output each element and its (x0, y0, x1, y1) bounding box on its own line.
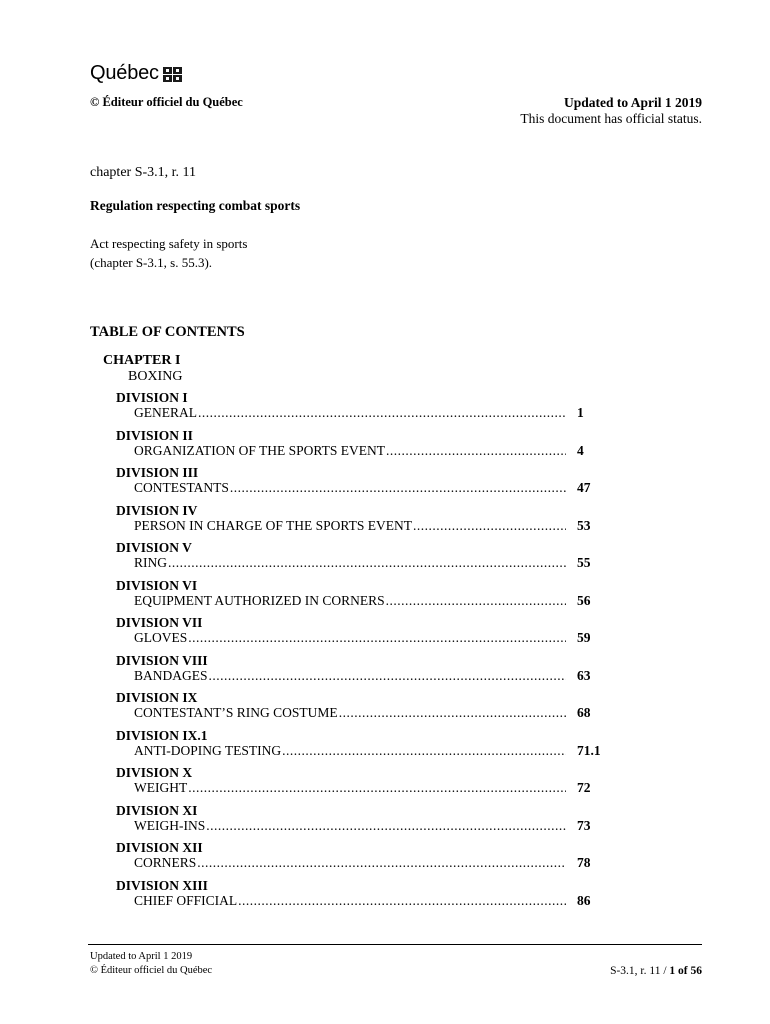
dot-leader (339, 705, 566, 721)
division-title: WEIGHT (134, 780, 188, 795)
toc-entry[interactable] (0, 763, 770, 801)
fleurdelise-flag-icon (163, 67, 182, 82)
chapter-reference: chapter S-3.1, r. 11 (90, 165, 197, 180)
division-label: DIVISION V (116, 540, 192, 555)
division-page-number: 63 (577, 667, 591, 683)
division-title: EQUIPMENT AUTHORIZED IN CORNERS (134, 592, 385, 608)
updated-date: Updated to April 1 2019 (563, 95, 702, 110)
division-label: DIVISION II (116, 427, 193, 443)
division-label: DIVISION I (116, 390, 188, 405)
division-label: DIVISION VII (116, 615, 203, 630)
toc-entry[interactable] (0, 463, 770, 501)
division-label: DIVISION IX (116, 690, 198, 705)
footer-publisher: © Éditeur officiel du Québec (90, 965, 213, 976)
division-label: DIVISION III (116, 465, 199, 480)
dot-leader (230, 480, 566, 496)
toc-entry[interactable] (0, 576, 770, 614)
division-label: DIVISION XIII (116, 877, 208, 893)
toc-entry[interactable] (0, 838, 770, 876)
division-row (134, 743, 566, 759)
division-row (134, 555, 566, 571)
division-label: DIVISION XII (116, 840, 203, 855)
division-label: DIVISION X (116, 765, 193, 780)
dot-leader (198, 405, 566, 421)
enabling-act-citation: (chapter S-3.1, s. 55.3). (90, 255, 213, 270)
division-title: CORNERS (134, 855, 197, 870)
footer-updated: Updated to April 1 2019 (90, 951, 193, 962)
chapter-name: BOXING (128, 369, 183, 384)
chapter-label: CHAPTER I (103, 353, 181, 368)
toc-entry[interactable] (0, 651, 770, 689)
division-label: DIVISION XI (116, 802, 198, 818)
division-title: BANDAGES (134, 667, 208, 683)
division-page-number: 47 (577, 480, 591, 495)
footer-page-reference (610, 965, 702, 977)
toc-entry[interactable] (0, 426, 770, 464)
regulation-title: Regulation respecting combat sports (90, 198, 301, 213)
toc-heading: TABLE OF CONTENTS (90, 324, 245, 340)
toc-entry[interactable] (0, 538, 770, 576)
division-row (134, 518, 566, 534)
division-title: GLOVES (134, 630, 188, 645)
division-title: ANTI-DOPING TESTING (134, 742, 282, 758)
division-label: DIVISION VI (116, 577, 198, 593)
toc-entry[interactable] (0, 613, 770, 651)
division-title: RING (134, 555, 167, 570)
dot-leader (209, 668, 566, 684)
division-page-number: 73 (577, 817, 591, 833)
division-row (134, 893, 566, 909)
division-row (134, 855, 566, 871)
division-row (134, 668, 566, 684)
division-title: GENERAL (134, 405, 197, 420)
division-label: DIVISION IV (116, 502, 198, 518)
division-page-number: 72 (577, 780, 591, 795)
enabling-act: Act respecting safety in sports (90, 236, 248, 251)
division-title: ORGANIZATION OF THE SPORTS EVENT (134, 442, 385, 458)
division-page-number: 1 (577, 405, 584, 420)
division-row (134, 818, 566, 834)
division-row (134, 630, 566, 646)
dot-leader (413, 518, 566, 534)
toc-entry[interactable] (0, 801, 770, 839)
division-title: CONTESTANTS (134, 480, 229, 495)
dot-leader (238, 893, 566, 909)
toc-entry[interactable] (0, 388, 770, 426)
division-row (134, 780, 566, 796)
division-title: CONTESTANT’S RING COSTUME (134, 705, 338, 720)
logo-wordmark: Québec (90, 62, 159, 84)
dot-leader (188, 780, 566, 796)
dot-leader (282, 743, 566, 759)
publisher-label: © Éditeur officiel du Québec (90, 95, 243, 109)
division-row (134, 593, 566, 609)
toc-entry[interactable] (0, 688, 770, 726)
division-title: PERSON IN CHARGE OF THE SPORTS EVENT (134, 517, 412, 533)
toc-list (0, 388, 770, 913)
division-title: CHIEF OFFICIAL (134, 892, 238, 908)
division-page-number: 68 (577, 705, 591, 720)
toc-entry[interactable] (0, 876, 770, 914)
division-label: DIVISION VIII (116, 652, 208, 668)
division-page-number: 53 (577, 517, 591, 533)
dot-leader (206, 818, 566, 834)
dot-leader (386, 593, 566, 609)
toc-entry[interactable] (0, 501, 770, 539)
division-row (134, 480, 566, 496)
dot-leader (188, 630, 566, 646)
division-row (134, 443, 566, 459)
division-page-number: 56 (577, 592, 591, 608)
dot-leader (168, 555, 566, 571)
toc-entry[interactable] (0, 726, 770, 764)
official-status: This document has official status. (520, 111, 702, 126)
division-title: WEIGH-INS (134, 817, 206, 833)
quebec-logo (90, 62, 182, 85)
footer-page-number: 1 of 56 (669, 965, 702, 977)
footer-citation: S-3.1, r. 11 / (610, 965, 670, 977)
division-row (134, 405, 566, 421)
division-row (134, 705, 566, 721)
division-page-number: 59 (577, 630, 591, 645)
division-label: DIVISION IX.1 (116, 727, 208, 743)
dot-leader (197, 855, 566, 871)
footer-divider (88, 944, 702, 945)
division-page-number: 78 (577, 855, 591, 870)
dot-leader (386, 443, 566, 459)
division-page-number: 55 (577, 555, 591, 570)
division-page-number: 86 (577, 892, 591, 908)
division-page-number: 71.1 (577, 742, 601, 758)
division-page-number: 4 (577, 442, 584, 458)
